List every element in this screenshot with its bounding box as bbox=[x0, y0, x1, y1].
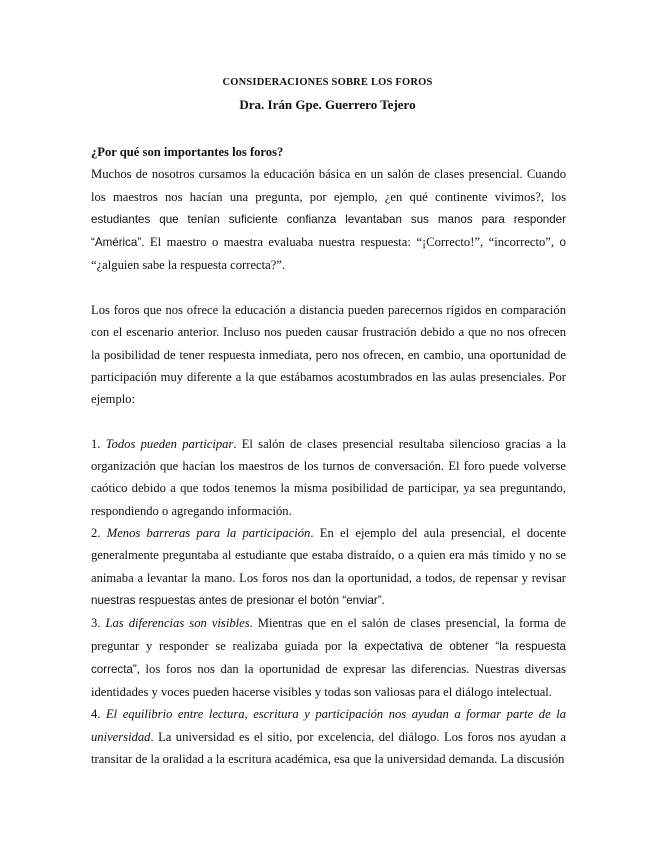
list-item-3-title: Las diferencias son visibles bbox=[105, 616, 250, 631]
list-item-3 bbox=[91, 612, 566, 703]
list-item-4-number: 4. bbox=[91, 707, 106, 722]
list-item-2-title: Menos barreras para la participación bbox=[106, 526, 311, 541]
paragraph-spacer bbox=[91, 411, 566, 433]
paragraph-intro-d: o bbox=[559, 236, 566, 250]
document-title: CONSIDERACIONES SOBRE LOS FOROS bbox=[222, 77, 433, 88]
paragraph-intro-c: . El maestro o maestra evaluaba nuestra respuesta: “¡Correcto!”, “incorrecto”, bbox=[141, 235, 560, 250]
list-item-4-title: El equilibrio entre lectura, escritura y participación nos ayudan a formar parte de la universidad bbox=[91, 707, 566, 744]
document-author: Dra. Irán Gpe. Guerrero Tejero bbox=[239, 97, 416, 112]
paragraph-intro-a: Muchos de nosotros cursamos la educación básica en un salón de clases presencial. Cuando los maestros nos hacían una pregunta, por ejemplo, ¿en qué continente vivimos?, los bbox=[91, 167, 566, 204]
paragraph-foros: Los foros que nos ofrece la educación a distancia pueden parecernos rígidos en comparación con el escenario anterior. Incluso nos pueden causar frustración debido a que no nos ofrecen la posibilidad de tener respuesta inmediata, pero nos ofrecen, en cambio, una oportunidad de participación muy diferente a la que estábamos acostumbrados en las aulas presenciales. Por ejemplo: bbox=[91, 303, 566, 407]
list-item-1-title: Todos pueden participar bbox=[105, 436, 234, 451]
list-item-1-number: 1. bbox=[91, 436, 106, 451]
list-item-1 bbox=[91, 433, 566, 522]
section-heading: ¿Por qué son importantes los foros? bbox=[91, 145, 284, 159]
list-item-2-hint: nuestras respuestas antes de presionar el botón “enviar” bbox=[91, 593, 382, 607]
list-item-2-end: . bbox=[381, 592, 385, 607]
paragraph-intro-b: estudiantes que tenían suficiente confianza levantaban sus manos para responder “América” bbox=[91, 212, 566, 250]
list-item-1-text: . El salón de clases presencial resultaba silencioso gracias a la organización que hacían los maestros de los turnos de conversación. El foro puede volverse caótico debido a que todos tenemos la misma posibilidad de participar, ya sea preguntando, respondiendo o agregando información. bbox=[91, 436, 567, 518]
list-item-4 bbox=[91, 703, 566, 770]
document-body bbox=[91, 141, 566, 770]
list-item-2-number: 2. bbox=[91, 526, 107, 541]
list-item-2 bbox=[91, 522, 566, 612]
paragraph-spacer bbox=[91, 277, 566, 299]
list-item-3-number: 3. bbox=[91, 616, 106, 631]
list-item-3-hint: la expectativa de obtener “la respuesta correcta” bbox=[91, 639, 566, 676]
list-item-3-text: . Mientras que en el salón de clases presencial, la forma de preguntar y responder se realizaba guiada por bbox=[91, 616, 566, 653]
paragraph-intro bbox=[91, 163, 566, 276]
list-item-4-text: . La universidad es el sitio, por excelencia, del diálogo. Los foros nos ayudan a transitar de la oralidad a la escritura académica, esa que la universidad demanda. La discusión bbox=[91, 729, 566, 767]
list-item-3-text2: , los foros nos dan la oportunidad de expresar las diferencias. Nuestras diversas identidades y voces pueden hacerse visibles y todas son valiosas para el diálogo intelectual. bbox=[91, 661, 566, 700]
paragraph-intro-e: “¿alguien sabe la respuesta correcta?”. bbox=[91, 258, 286, 273]
list-item-2-text: . En el ejemplo del aula presencial, el docente generalmente preguntaba al estudiante que estaba distraído, o a quien era más tímido y no se animaba a levantar la mano. Los foros nos dan la oportunidad, a todos, de repensar y revisar bbox=[91, 526, 566, 585]
